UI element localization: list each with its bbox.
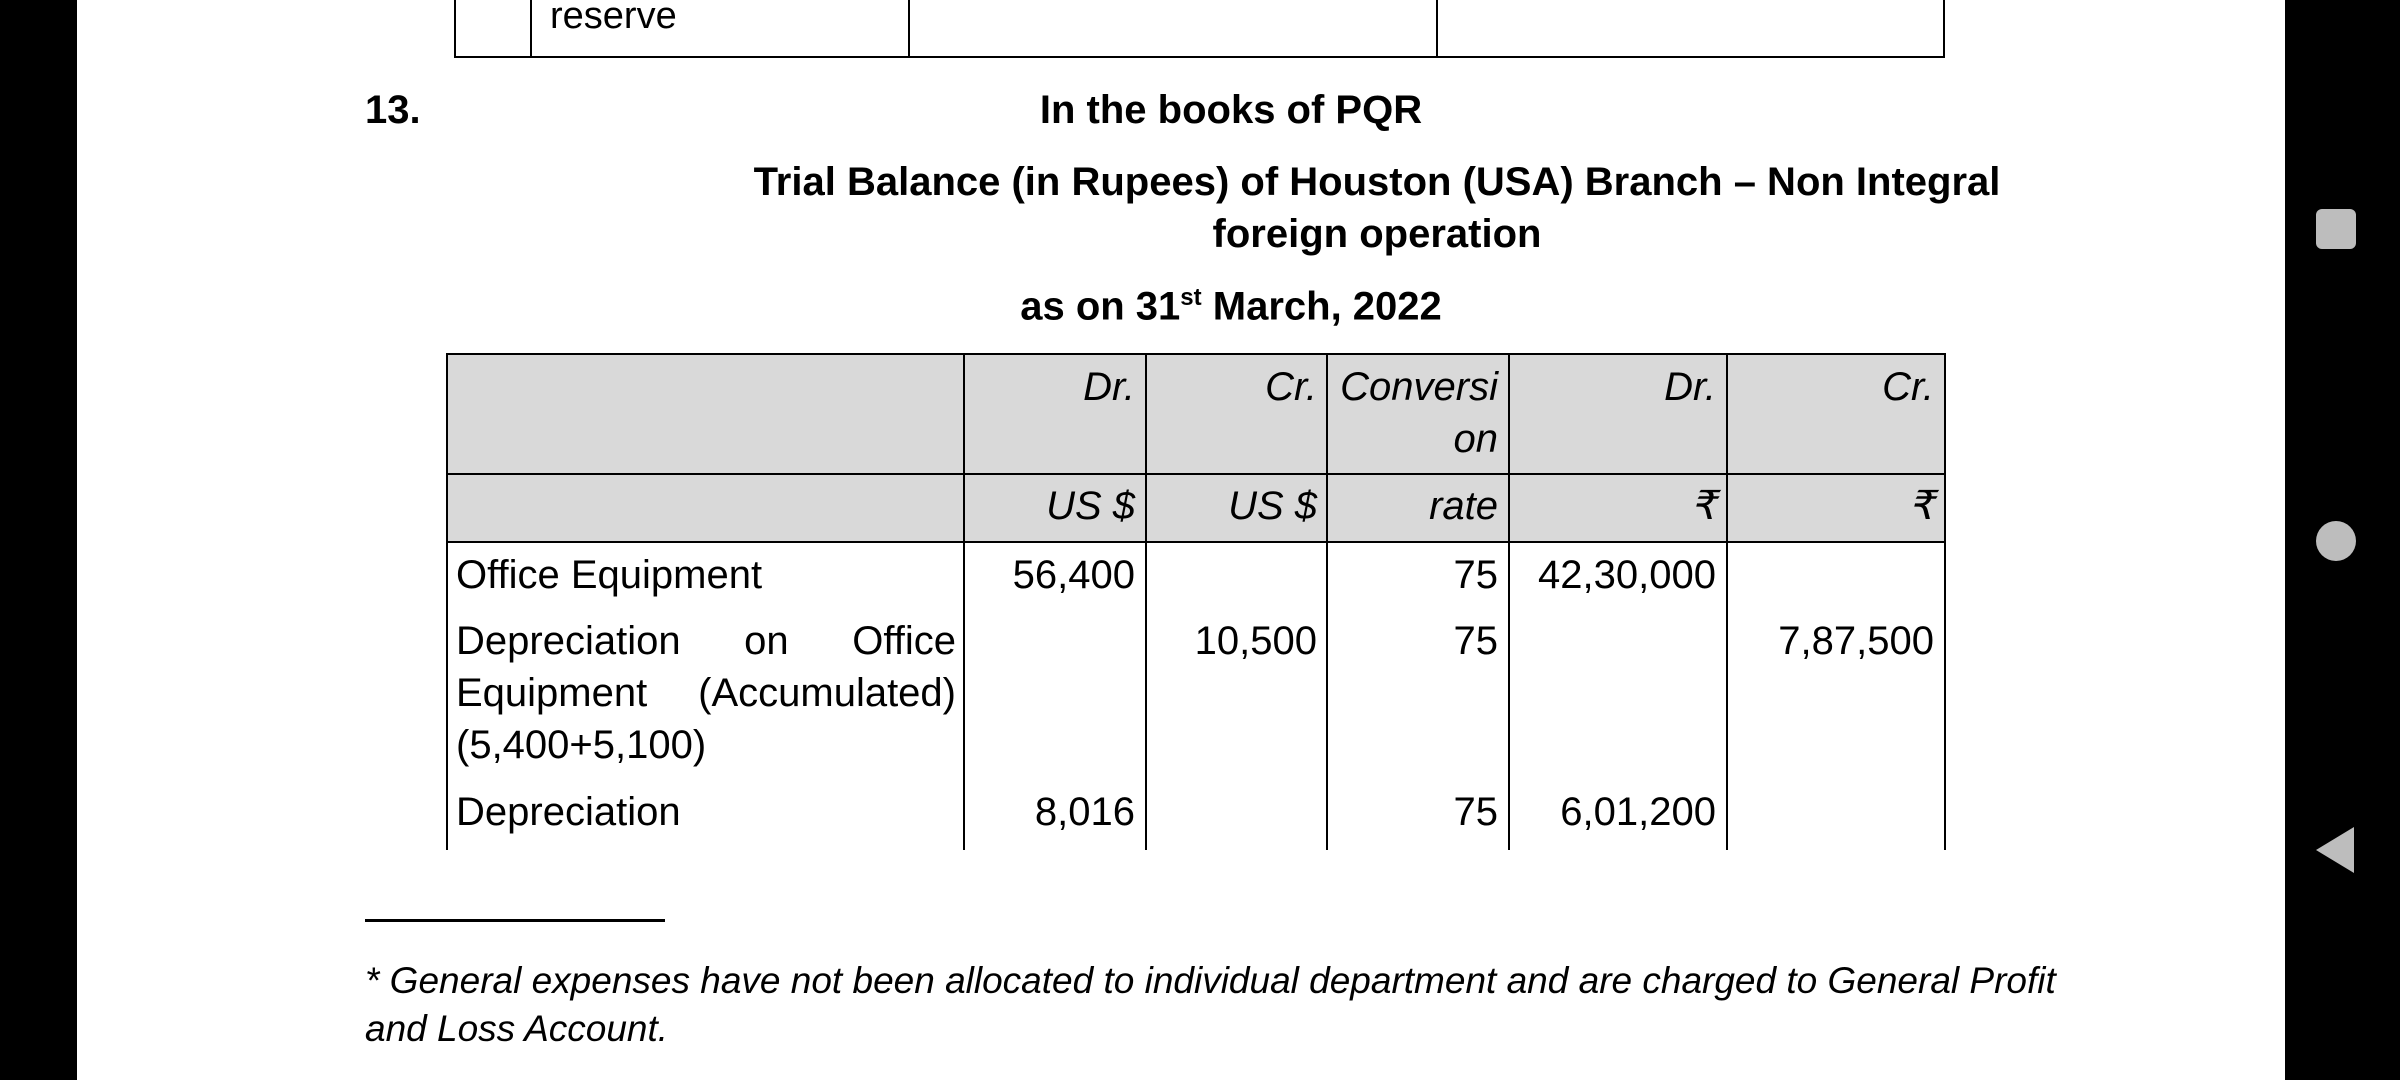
date-line xyxy=(77,284,2285,329)
header-conversion: Conversi xyxy=(1340,365,1498,409)
previous-table xyxy=(454,0,1945,58)
row-cr-usd: 10,500 xyxy=(1194,619,1317,663)
trial-balance-table xyxy=(446,353,1946,850)
previous-table-cell: reserve xyxy=(550,0,677,37)
heading: In the books of PQR xyxy=(1039,88,1423,132)
unit-cr-usd: US $ xyxy=(1228,484,1317,528)
date-sup: st xyxy=(1180,284,1202,311)
subheading-line2: foreign operation xyxy=(1212,212,1542,256)
header-dr-usd: Dr. xyxy=(1083,365,1135,409)
row-particulars: (5,400+5,100) xyxy=(456,723,707,767)
row-rate: 75 xyxy=(1453,553,1498,597)
subheading-line1: Trial Balance (in Rupees) of Houston (USA) Branch – Non Integral xyxy=(753,160,2001,204)
home-icon[interactable] xyxy=(2316,521,2356,561)
row-particulars: Depreciation xyxy=(456,790,681,834)
row-rate: 75 xyxy=(1453,619,1498,663)
row-particulars: Office Equipment xyxy=(456,553,763,597)
header-cr-usd: Cr. xyxy=(1265,365,1317,409)
row-dr-usd: 8,016 xyxy=(1034,790,1135,834)
unit-dr-usd: US $ xyxy=(1046,484,1135,528)
header-dr-inr: Dr. xyxy=(1664,365,1716,409)
header-divider xyxy=(448,473,1944,475)
row-dr-inr: 42,30,000 xyxy=(1538,553,1716,597)
column-divider xyxy=(1508,355,1510,850)
row-particulars: Equipment (Accumulated) xyxy=(456,671,956,715)
unit-cr-inr: ₹ xyxy=(1908,484,1934,528)
row-cr-inr: 7,87,500 xyxy=(1778,619,1934,663)
unit-rate: rate xyxy=(1429,484,1498,528)
row-particulars: Depreciation on Office xyxy=(456,619,956,663)
footnote-divider xyxy=(365,919,665,922)
row-dr-inr: 6,01,200 xyxy=(1560,790,1716,834)
row-dr-usd: 56,400 xyxy=(1012,553,1135,597)
date-rest: March, 2022 xyxy=(1201,284,1442,329)
column-divider xyxy=(1726,355,1728,850)
table-divider xyxy=(530,0,532,56)
back-icon[interactable] xyxy=(2316,827,2354,873)
header-divider xyxy=(448,541,1944,543)
table-divider xyxy=(1436,0,1438,56)
header-conversion-cont: on xyxy=(1453,417,1498,461)
footnote-line2: and Loss Account. xyxy=(365,1008,669,1049)
unit-dr-inr: ₹ xyxy=(1690,484,1716,528)
row-rate: 75 xyxy=(1453,790,1498,834)
column-divider xyxy=(1145,355,1147,850)
footnote-line1: * General expenses have not been allocated to individual department and are charged to General Profit xyxy=(365,960,2056,1001)
recent-apps-icon[interactable] xyxy=(2316,209,2356,249)
date-prefix: as on 31 xyxy=(1020,284,1181,329)
android-nav-bar xyxy=(2285,0,2400,1080)
column-divider xyxy=(963,355,965,850)
document-page xyxy=(77,0,2285,1080)
table-divider xyxy=(908,0,910,56)
question-number: 13. xyxy=(365,88,421,132)
header-cr-inr: Cr. xyxy=(1882,365,1934,409)
